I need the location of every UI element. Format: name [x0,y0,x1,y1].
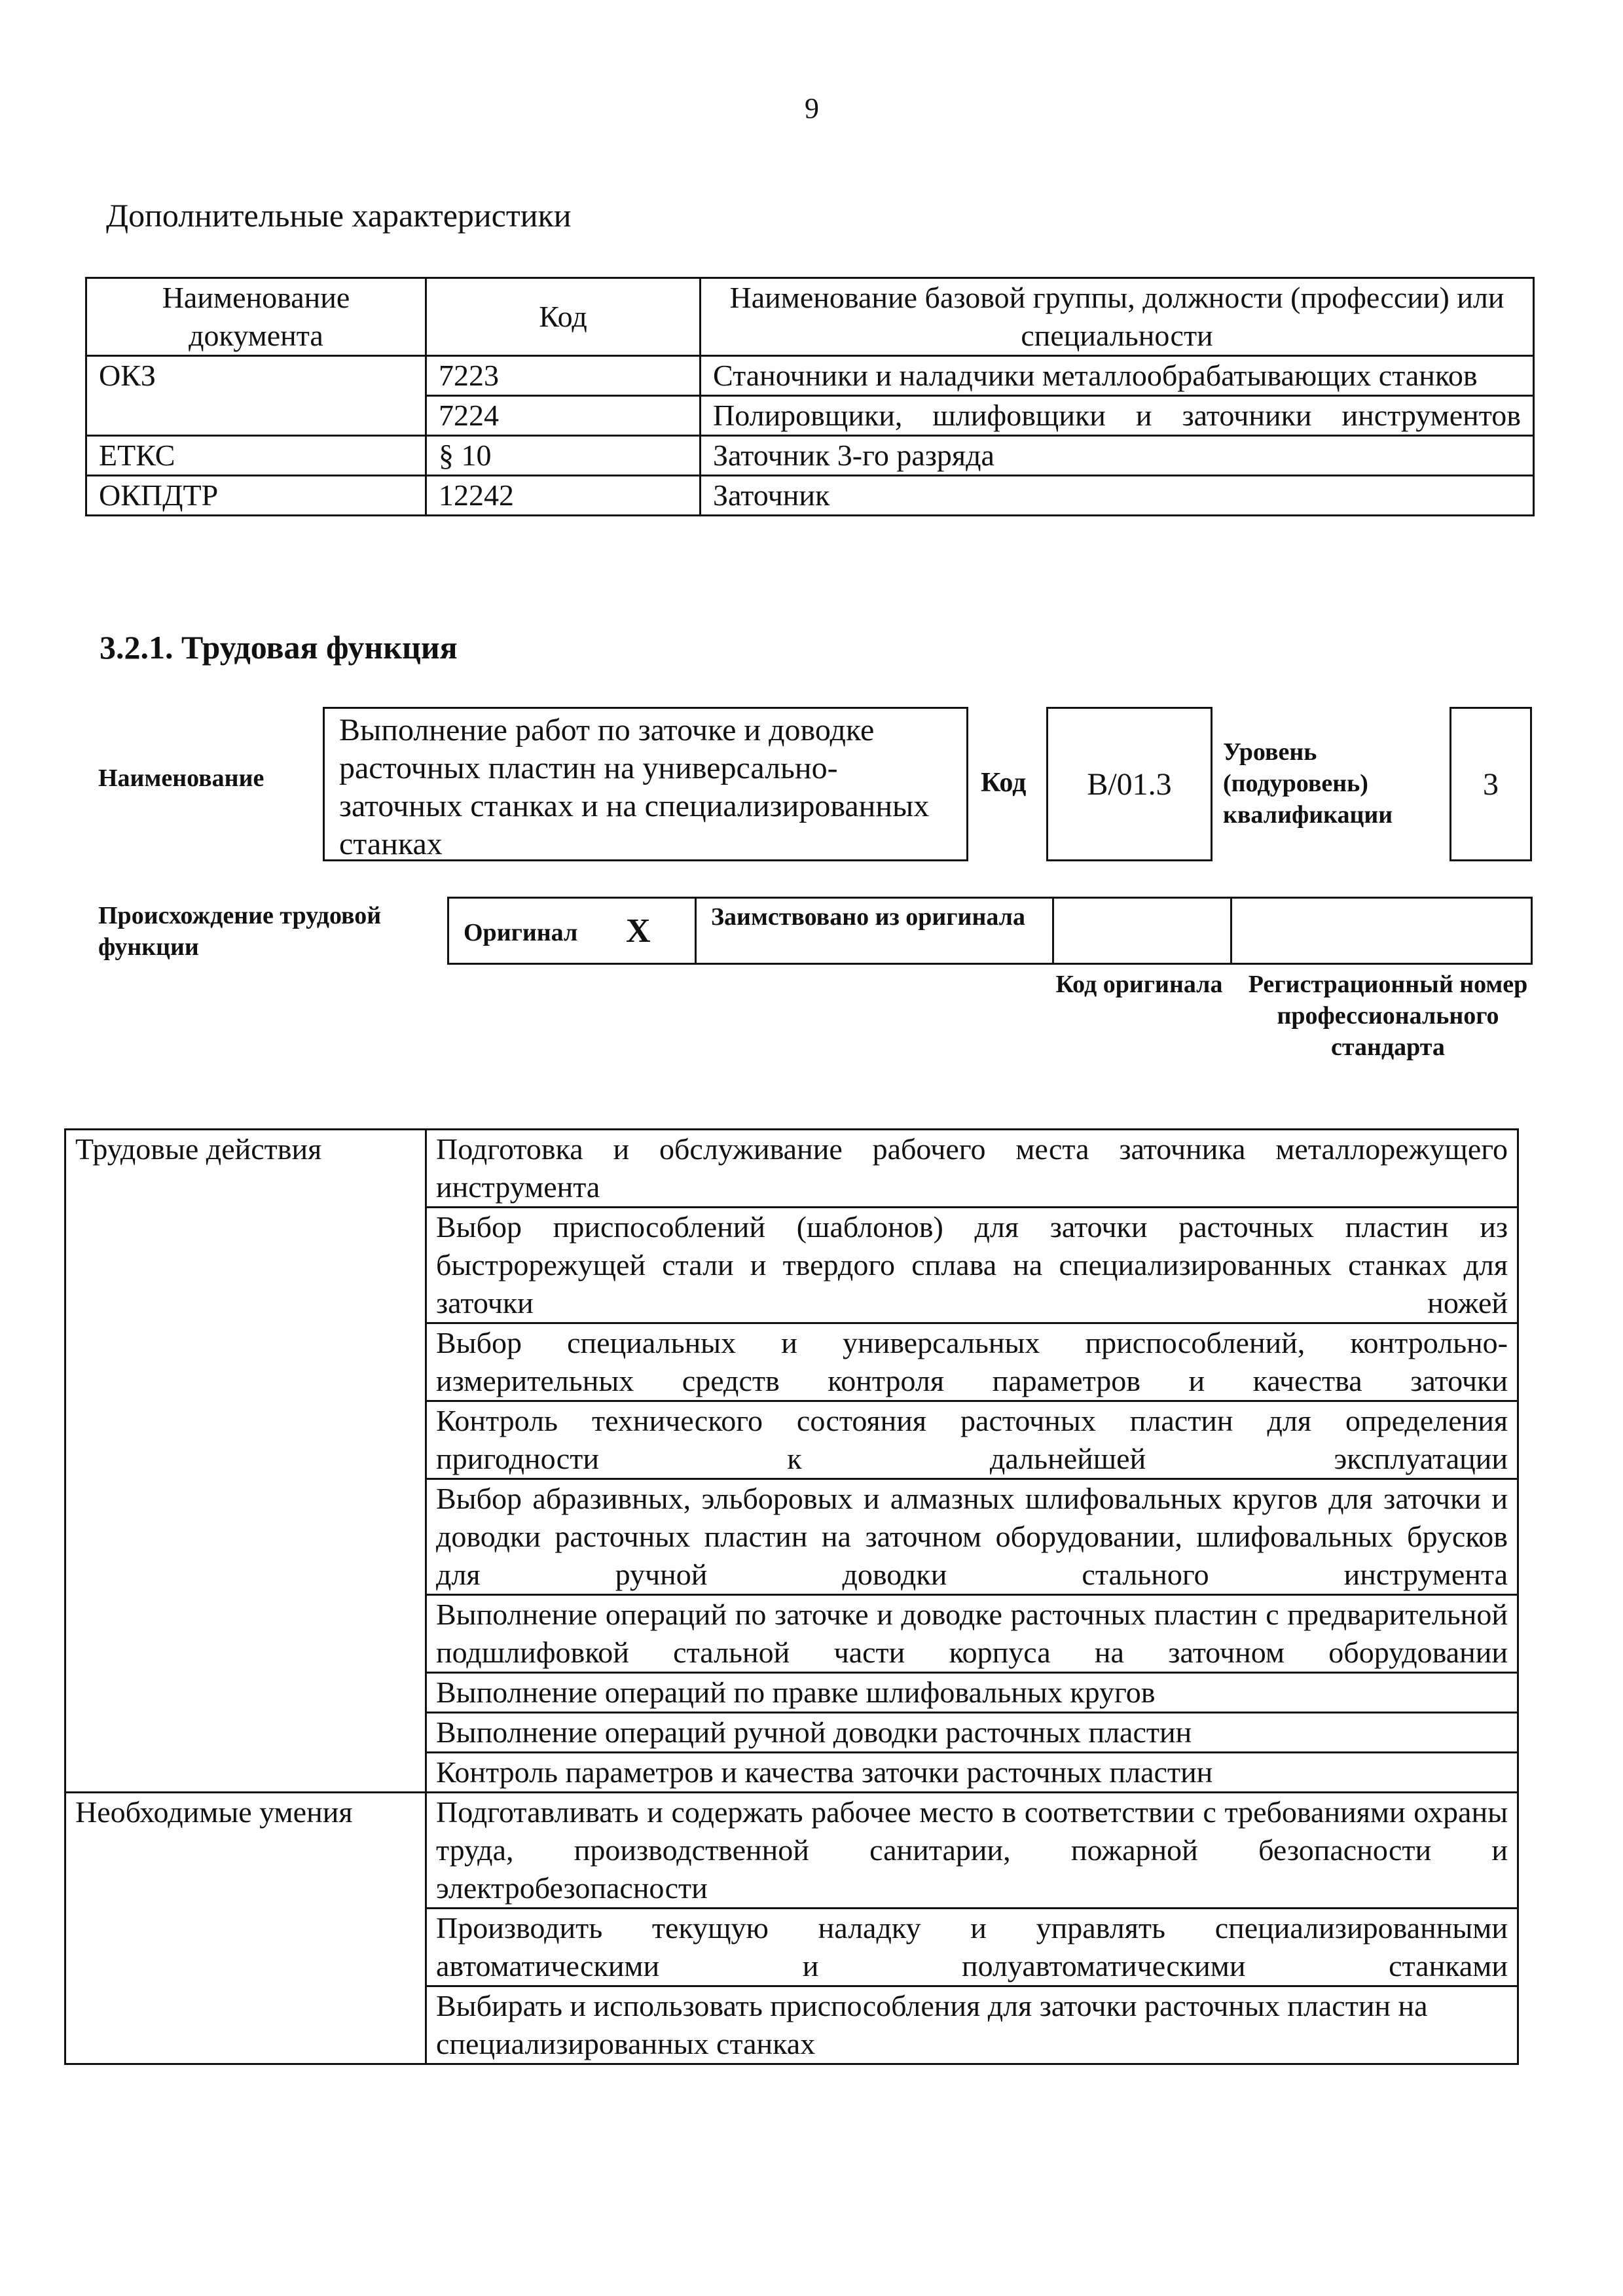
name-cell: Заточник [701,476,1534,516]
code-cell: 7224 [426,396,701,436]
section-head-actions: Трудовые действия [65,1130,426,1793]
code-cell: 7223 [426,356,701,396]
section-head-skills: Необходимые умения [65,1793,426,2064]
function-name-box: Выполнение работ по заточке и доводке расточных пластин на универсально-заточных станках и на специализированных станках [323,707,968,861]
skill-item: Производить текущую наладку и управлять специализированными автоматическими и полуавтоматическими станками [426,1909,1518,1986]
name-cell: Станочники и наладчики металлообрабатывающих станков [701,356,1534,396]
additional-characteristics-table [85,277,1535,516]
name-cell: Заточник 3-го разряда [701,436,1534,476]
action-item: Выбор приспособлений (шаблонов) для заточки расточных пластин из быстрорежущей стали и твердого сплава на специализированных станках для заточки ножей [426,1208,1518,1323]
action-item: Контроль технического состояния расточных пластин для определения пригодности к дальнейшей эксплуатации [426,1401,1518,1479]
action-item: Выполнение операций ручной доводки расточных пластин [426,1713,1518,1753]
action-item: Выбор абразивных, эльборовых и алмазных шлифовальных кругов для заточки и доводки расточных пластин на заточном оборудовании, шлифовальных брусков для ручной доводки стального инструмента [426,1479,1518,1595]
doc-cell: ОКПДТР [86,476,426,516]
origin-original-label: Оригинал [464,919,578,946]
origin-code-caption: Код оригинала [1055,971,1223,998]
origin-original-cell [449,899,697,963]
code-cell: 12242 [426,476,701,516]
origin-reg-caption: Регистрационный номер профессионального стандарта [1248,971,1528,1061]
code-cell: § 10 [426,436,701,476]
table-row [86,356,1534,396]
table-row [65,1130,1518,1208]
action-item: Выполнение операций по заточке и доводке расточных пластин с предварительной подшлифовкой стальной части корпуса на заточном оборудовании [426,1595,1518,1673]
origin-borrowed-label: Заимствовано из оригинала [711,903,1025,931]
function-heading: 3.2.1. Трудовая функция [100,629,458,666]
skill-item: Подготавливать и содержать рабочее место в соответствии с требованиями охраны труда, производственной санитарии, пожарной безопасности и электробезопасности [426,1793,1518,1909]
origin-original-mark: X [626,912,651,950]
action-item: Выполнение операций по правке шлифовальных кругов [426,1673,1518,1713]
function-name-label: Наименование [98,764,264,792]
action-item: Подготовка и обслуживание рабочего места заточника металлорежущего инструмента [426,1130,1518,1208]
section-title: Дополнительные характеристики [106,197,572,234]
origin-row [447,897,1533,965]
origin-code-cell [1054,899,1232,963]
name-cell: Полировщики, шлифовщики и заточники инструментов [701,396,1534,436]
header-code: Код [426,278,701,356]
skill-item: Выбирать и использовать приспособления для заточки расточных пластин на специализированных станках [426,1986,1518,2064]
function-code-label: Код [981,768,1027,798]
table-row [86,476,1534,516]
origin-borrowed-cell [697,899,1054,963]
table-row [65,1793,1518,1909]
doc-cell: ЕТКС [86,436,426,476]
header-doc: Наименование документа [86,278,426,356]
function-level-label: Уровень (подуровень) квалификации [1223,738,1393,829]
doc-cell: ОКЗ [86,356,426,436]
origin-label: Происхождение трудовой функции [98,902,382,961]
labor-actions-table [64,1128,1519,2065]
function-code-box: B/01.3 [1046,707,1213,861]
function-level-box: 3 [1450,707,1532,861]
page-number: 9 [805,92,819,124]
action-item: Выбор специальных и универсальных приспособлений, контрольно-измерительных средств контроля параметров и качества заточки [426,1323,1518,1401]
table-header-row [86,278,1534,356]
table-row [86,436,1534,476]
action-item: Контроль параметров и качества заточки расточных пластин [426,1753,1518,1793]
header-name: Наименование базовой группы, должности (профессии) или специальности [701,278,1534,356]
